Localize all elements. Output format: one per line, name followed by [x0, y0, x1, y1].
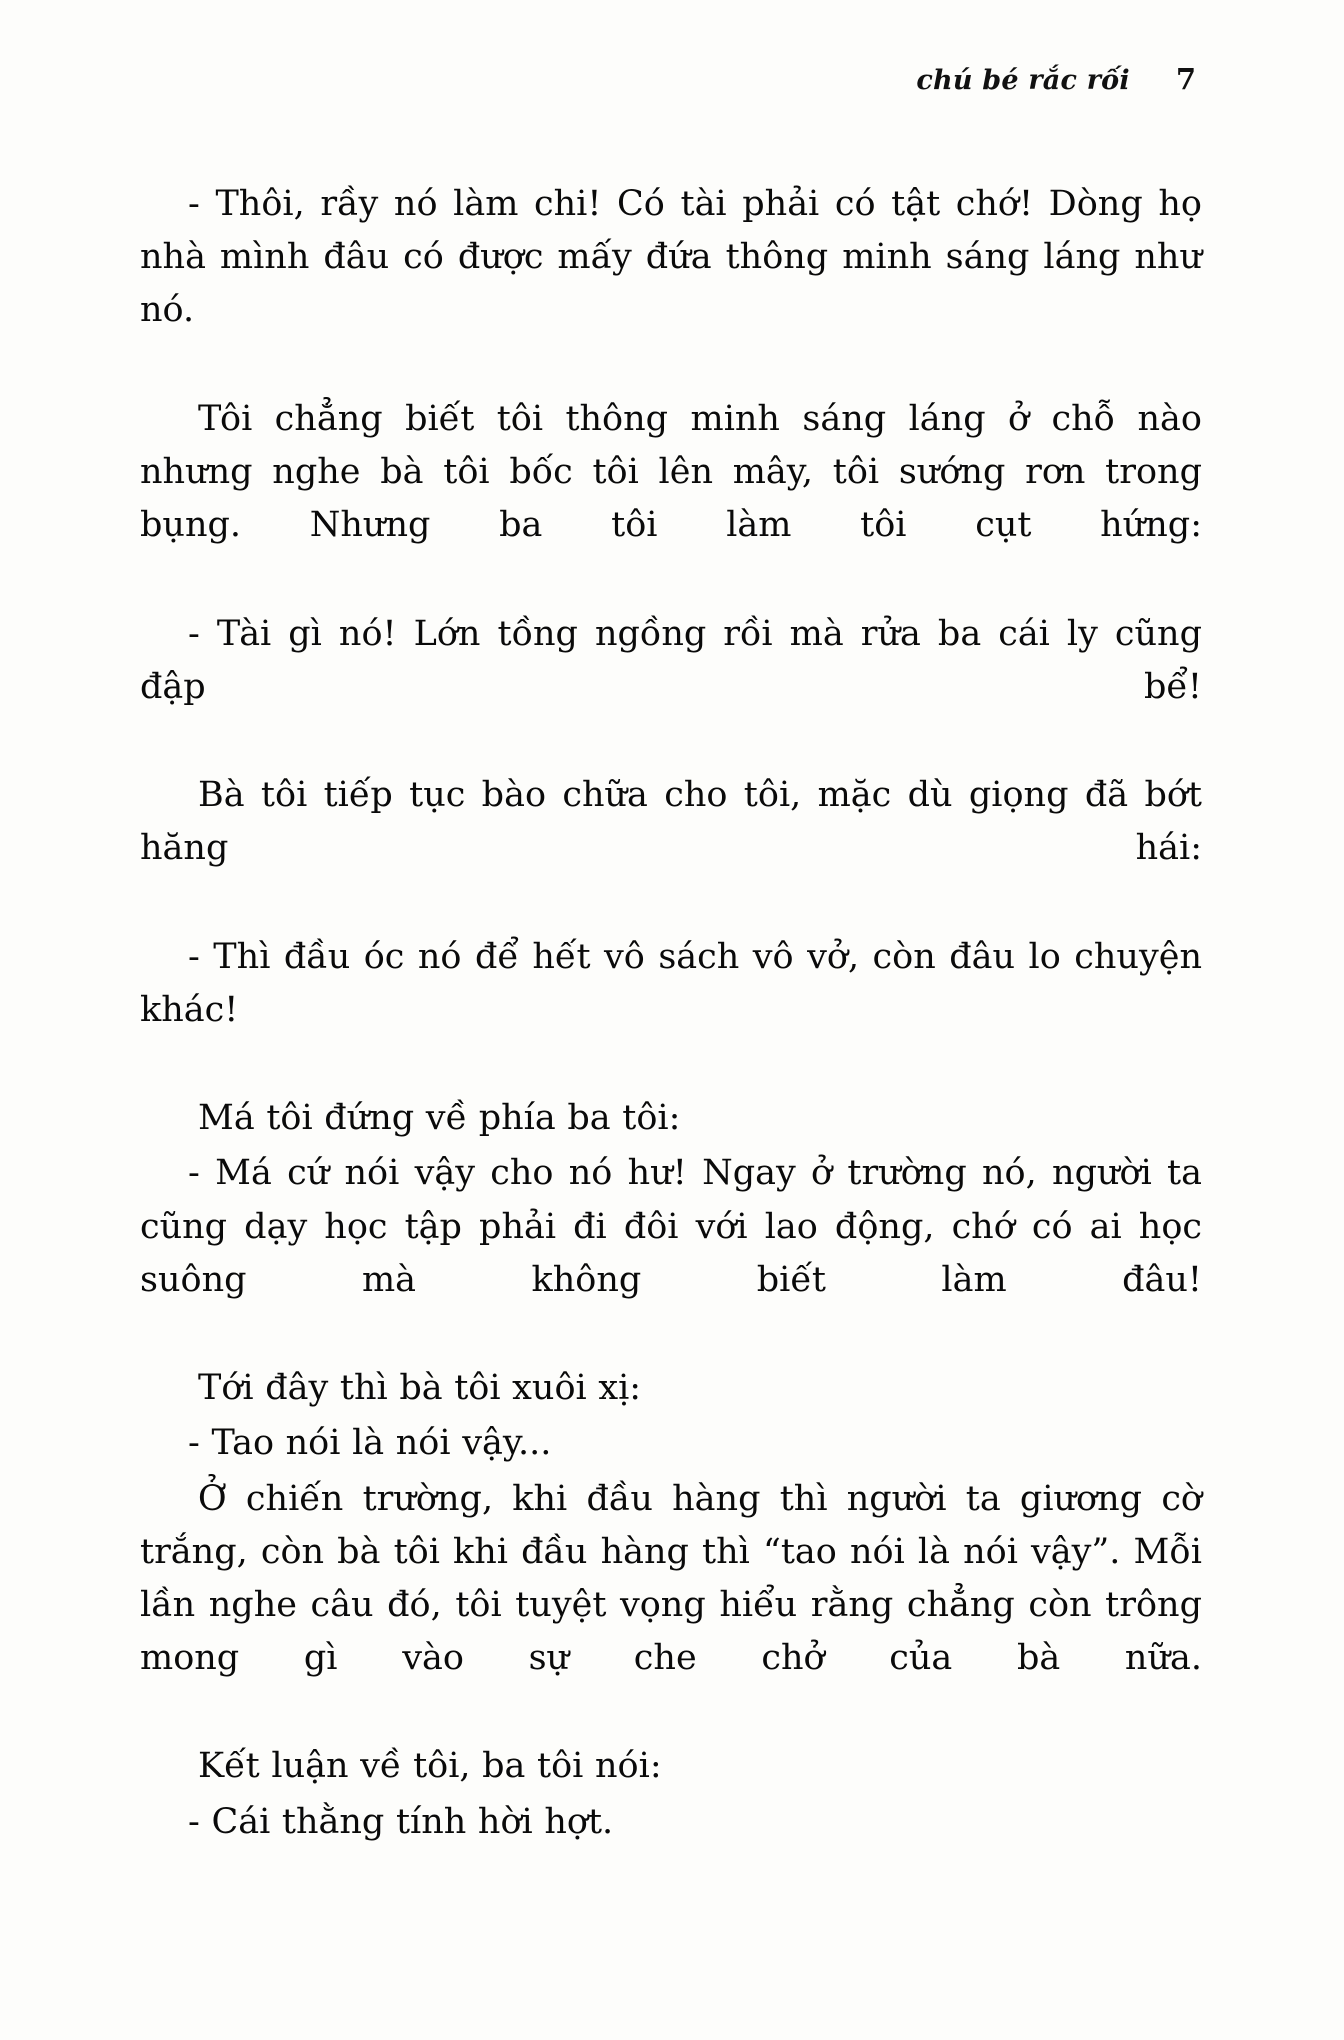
paragraph: - Tao nói là nói vậy...	[188, 1423, 552, 1464]
paragraph: Tôi chẳng biết tôi thông minh sáng láng ở chỗ nào nhưng nghe bà tôi bốc tôi lên mây, tôi sướng rơn trong bụng. Nhưng ba tôi làm tôi cụt hứng:	[140, 398, 1202, 546]
running-head: chú bé rắc rối	[916, 65, 1130, 96]
paragraph: Bà tôi tiếp tục bào chữa cho tôi, mặc dù giọng đã bớt hăng hái:	[140, 775, 1202, 869]
paragraph: - Cái thằng tính hời hợt.	[188, 1801, 614, 1842]
paragraph: - Thì đầu óc nó để hết vô sách vô vở, còn đâu lo chuyện khác!	[140, 936, 1202, 1030]
paragraph: Kết luận về tôi, ba tôi nói:	[198, 1746, 662, 1787]
paragraph: Ở chiến trường, khi đầu hàng thì người ta giương cờ trắng, còn bà tôi khi đầu hàng thì “tao nói là nói vậy”. Mỗi lần nghe câu đó, tôi tuyệt vọng hiểu rằng chẳng còn trông mong gì vào sự che chở của bà nữa.	[140, 1478, 1202, 1679]
page-header	[916, 62, 1196, 96]
paragraph: - Thôi, rầy nó làm chi! Có tài phải có tật chớ! Dòng họ nhà mình đâu có được mấy đứa thông minh sáng láng như nó.	[140, 184, 1202, 331]
page-body	[140, 178, 1202, 1851]
paragraph: - Má cứ nói vậy cho nó hư! Ngay ở trường nó, người ta cũng dạy học tập phải đi đôi với lao động, chớ có ai học suông mà không biết làm đâu!	[140, 1153, 1202, 1300]
page-number: 7	[1175, 62, 1196, 96]
paragraph: Má tôi đứng về phía ba tôi:	[198, 1098, 681, 1139]
paragraph: - Tài gì nó! Lớn tồng ngồng rồi mà rửa ba cái ly cũng đập bể!	[140, 613, 1202, 707]
paragraph: Tới đây thì bà tôi xuôi xị:	[198, 1368, 642, 1409]
